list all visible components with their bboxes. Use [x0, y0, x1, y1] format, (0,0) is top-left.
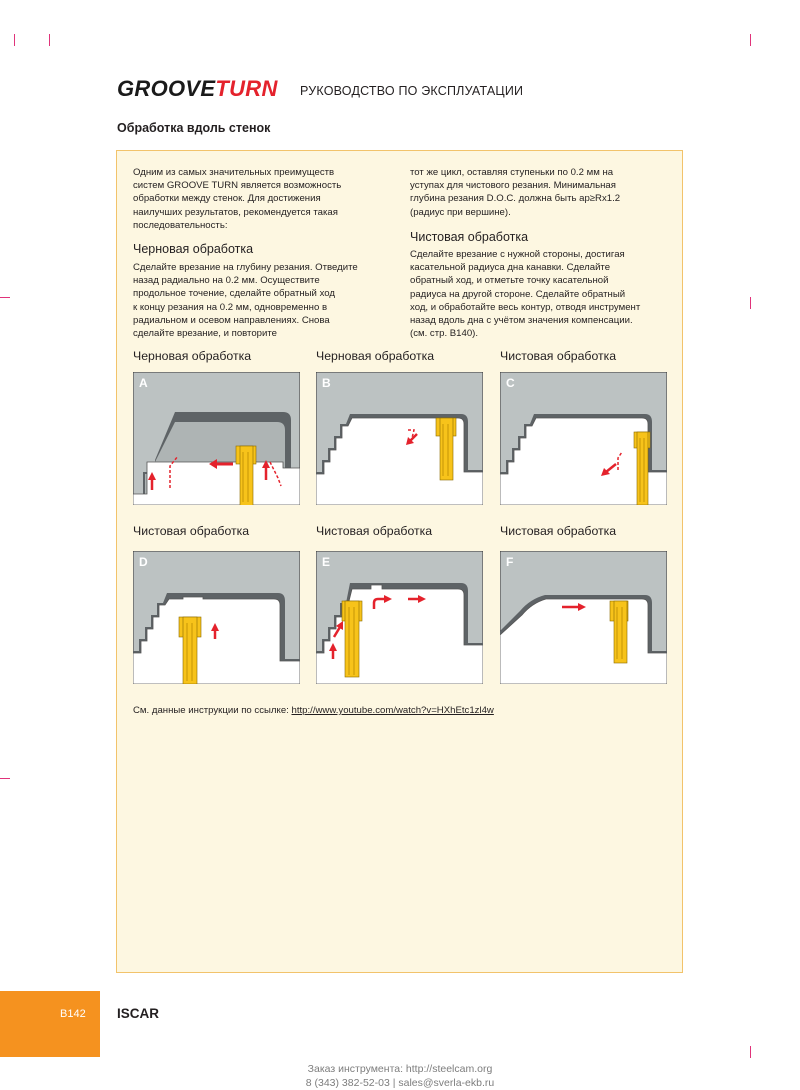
- crop-mark: [750, 1046, 751, 1058]
- crop-mark: [0, 778, 10, 779]
- figure-b-drawing: [316, 372, 483, 505]
- rough-paragraph: Сделайте врезание на глубину резания. Отведите назад радиально на 0.2 мм. Осуществите продольное точение, сделайте обратный ход к концу резания на 0.2 мм, одновременно в радиальном и осевом направлениях. Снова сделайте врезание, и повторите: [133, 262, 358, 340]
- section-title: Обработка вдоль стенок: [117, 121, 271, 135]
- video-link[interactable]: http://www.youtube.com/watch?v=HXhEtc1zl4w: [291, 705, 494, 716]
- figure-b-letter: B: [322, 376, 331, 390]
- figure-a-drawing: [133, 372, 300, 505]
- page-number-tab: [0, 991, 100, 1057]
- contact-line: 8 (343) 382-52-03 | sales@sverla-ekb.ru: [305, 1077, 495, 1089]
- video-link-line: [133, 705, 494, 716]
- figure-d-drawing: [133, 551, 300, 684]
- logo-text-turn: TURN: [215, 76, 278, 101]
- crop-mark: [14, 34, 15, 46]
- intro-paragraph: Одним из самых значительных преимуществ систем GROOVE TURN является возможность обработки между стенок. Для достижения наилучших результатов, рекомендуется такая последовательность:: [133, 167, 342, 231]
- figure-c-label: Чистовая обработка: [500, 349, 617, 363]
- figure-b-label: Черновая обработка: [316, 349, 435, 363]
- figure-e-label: Чистовая обработка: [316, 524, 433, 538]
- figure-d: [133, 551, 300, 684]
- crop-mark: [750, 34, 751, 46]
- rough-heading: Черновая обработка: [133, 242, 254, 256]
- figure-d-letter: D: [139, 555, 148, 569]
- figure-e-drawing: [316, 551, 483, 684]
- figure-f-drawing: [500, 551, 667, 684]
- page-number: B142: [60, 1008, 86, 1020]
- figure-e: [316, 551, 483, 684]
- crop-mark: [49, 34, 50, 46]
- iscar-brand: ISCAR: [117, 1006, 160, 1021]
- figure-c: [500, 372, 667, 505]
- figure-b: [316, 372, 483, 505]
- figure-c-letter: C: [506, 376, 515, 390]
- figure-a-letter: A: [139, 376, 148, 390]
- crop-mark: [0, 297, 10, 298]
- groove-turn-logo: [117, 76, 278, 102]
- logo-text-groove: GROOVE: [117, 76, 216, 101]
- figure-d-label: Чистовая обработка: [133, 524, 250, 538]
- header-subtitle: РУКОВОДСТВО ПО ЭКСПЛУАТАЦИИ: [300, 84, 524, 98]
- figure-a-label: Черновая обработка: [133, 349, 252, 363]
- finish-heading: Чистовая обработка: [410, 230, 529, 244]
- crop-mark: [750, 297, 751, 309]
- figure-f-label: Чистовая обработка: [500, 524, 617, 538]
- figure-f-letter: F: [506, 555, 514, 569]
- figure-a: [133, 372, 300, 505]
- figure-e-letter: E: [322, 555, 331, 569]
- video-link-prefix: См. данные инструкции по ссылке:: [133, 705, 292, 716]
- finish-paragraph: Сделайте врезание с нужной стороны, достигая касательной радиуса дна канавки. Сделайте обратный ход, и отметьте точку касательной радиуса на другой стороне. Сделайте обратный ход, и обработайте весь контур, отводя инструмент назад вдоль дна с учётом значения компенсации. (см. стр. B140).: [410, 249, 641, 340]
- figure-c-drawing: [500, 372, 667, 505]
- figure-f: [500, 551, 667, 684]
- continued-paragraph: тот же цикл, оставляя ступеньки по 0.2 мм на уступах для чистового резания. Минимальная глубина резания D.O.C. должна быть ap≥Rx1.2 (радиус при вершине).: [410, 167, 621, 218]
- order-line: Заказ инструмента: http://steelcam.org: [307, 1063, 493, 1075]
